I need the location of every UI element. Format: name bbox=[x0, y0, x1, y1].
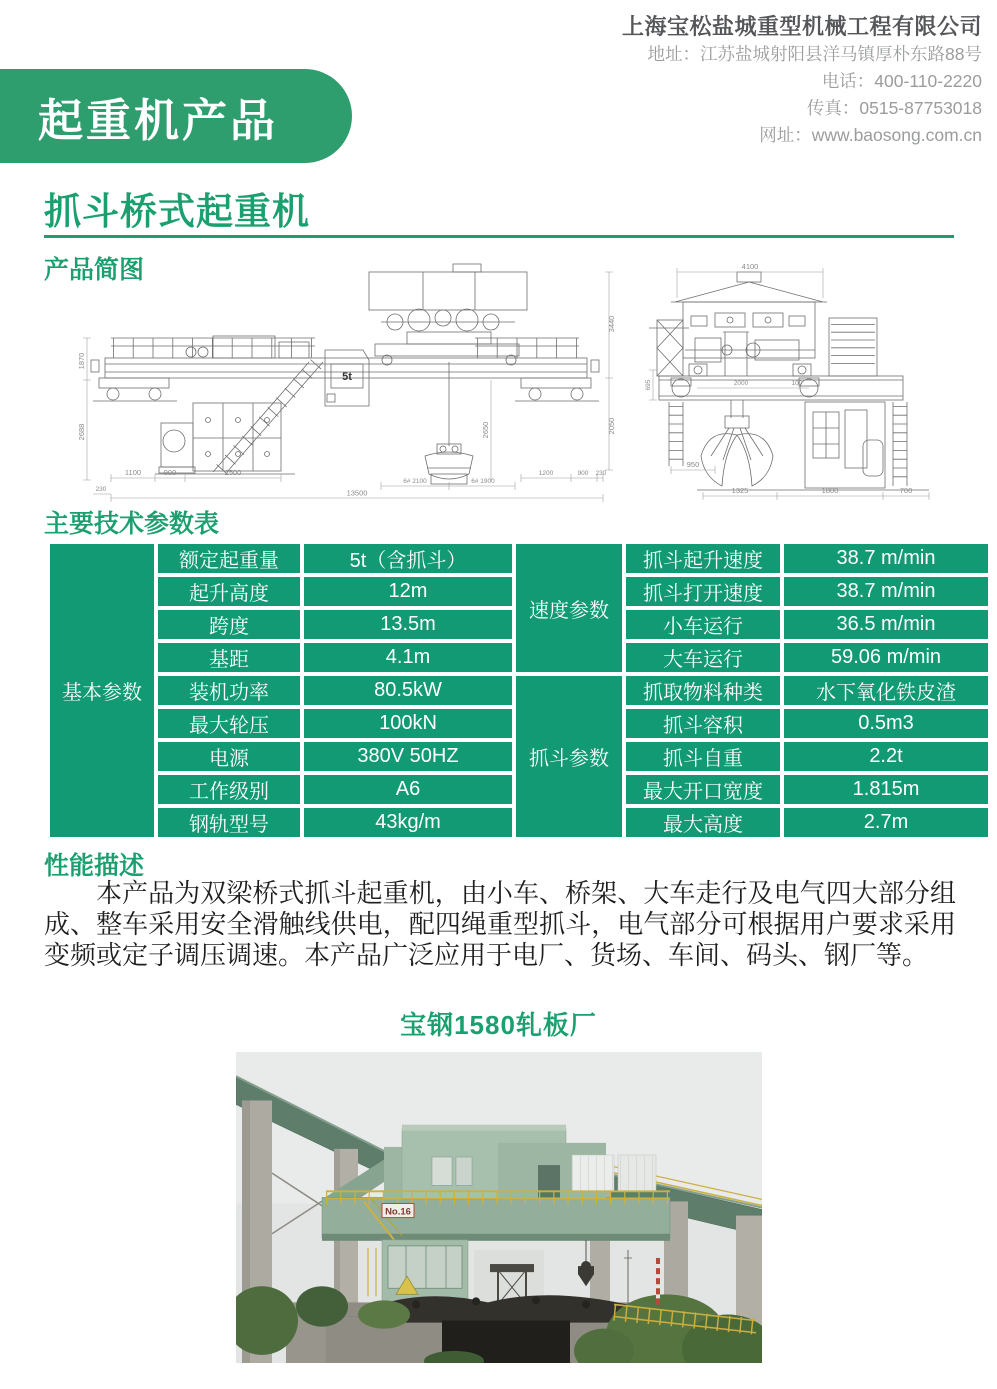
param-value: 2.7m bbox=[784, 808, 988, 837]
company-website: 网址：www.baosong.com.cn bbox=[759, 125, 982, 145]
dim-label: 2688 bbox=[77, 423, 86, 441]
trolley-group bbox=[369, 264, 527, 365]
param-label: 额定起重量 bbox=[158, 544, 300, 573]
param-label: 电源 bbox=[158, 742, 300, 771]
param-label: 最大轮压 bbox=[158, 709, 300, 738]
dim-label: 6# 1900 bbox=[471, 478, 495, 485]
param-label: 抓取物料种类 bbox=[626, 676, 780, 705]
dim-label: 2650 bbox=[481, 421, 490, 439]
param-value: 5t（含抓斗） bbox=[304, 544, 512, 573]
param-label: 抓斗容积 bbox=[626, 709, 780, 738]
dim-label: 230 bbox=[95, 486, 107, 493]
dim-label: 1800 bbox=[821, 486, 839, 495]
photo-caption: 宝钢1580轧板厂 bbox=[400, 1010, 597, 1040]
param-value: 0.5m3 bbox=[784, 709, 988, 738]
end-view-dimensions bbox=[645, 262, 929, 500]
param-label: 起升高度 bbox=[158, 577, 300, 606]
page-title: 抓斗桥式起重机 bbox=[44, 191, 310, 232]
dim-label: 1200 bbox=[538, 470, 554, 477]
param-value: 43kg/m bbox=[304, 808, 512, 837]
group-speed-cell: 速度参数 bbox=[516, 544, 622, 672]
company-fax: 传真：0515-87753018 bbox=[806, 98, 982, 118]
param-value: 12m bbox=[304, 577, 512, 606]
param-value: 380V 50HZ bbox=[304, 742, 512, 771]
dim-label: 13500 bbox=[346, 488, 368, 498]
company-info bbox=[622, 10, 982, 149]
category-banner bbox=[0, 69, 352, 163]
end-view-drawing bbox=[637, 258, 987, 506]
param-value: 38.7 m/min bbox=[784, 544, 988, 573]
param-label: 最大高度 bbox=[626, 808, 780, 837]
section-params-heading: 主要技术参数表 bbox=[44, 510, 220, 538]
grab-open-icon bbox=[701, 400, 773, 486]
dim-label: 3440 bbox=[607, 315, 616, 333]
front-view-dimensions bbox=[77, 272, 616, 502]
grab-closed-icon bbox=[425, 362, 473, 484]
title-divider bbox=[44, 235, 954, 238]
dim-label: 950 bbox=[686, 460, 700, 469]
param-label: 跨度 bbox=[158, 610, 300, 639]
group-basic-cell: 基本参数 bbox=[50, 544, 154, 837]
param-label: 工作级别 bbox=[158, 775, 300, 804]
param-value: 38.7 m/min bbox=[784, 577, 988, 606]
company-address: 地址：江苏盐城射阳县洋马镇厚朴东路88号 bbox=[647, 44, 982, 64]
dim-label: 1870 bbox=[77, 352, 86, 370]
company-phone: 电话：400-110-2220 bbox=[821, 71, 982, 91]
param-value: 59.06 m/min bbox=[784, 643, 988, 672]
param-value: A6 bbox=[304, 775, 512, 804]
section-performance-heading: 性能描述 bbox=[44, 852, 145, 880]
dim-label: 100 bbox=[791, 380, 803, 387]
dim-label: 2000 bbox=[733, 380, 749, 387]
end-view-structure bbox=[649, 272, 929, 490]
param-label: 抓斗自重 bbox=[626, 742, 780, 771]
dim-label: 695 bbox=[645, 379, 652, 391]
param-label: 钢轨型号 bbox=[158, 808, 300, 837]
param-value: 13.5m bbox=[304, 610, 512, 639]
param-value: 36.5 m/min bbox=[784, 610, 988, 639]
dim-label: 900 bbox=[577, 470, 589, 477]
param-label: 抓斗起升速度 bbox=[626, 544, 780, 573]
crane-number-sign bbox=[382, 1203, 414, 1217]
electrical-room bbox=[805, 402, 885, 488]
table-row bbox=[50, 544, 988, 573]
param-label: 小车运行 bbox=[626, 610, 780, 639]
table-row bbox=[50, 676, 988, 705]
dim-label: 230 bbox=[595, 470, 607, 477]
dim-label: 1325 bbox=[731, 486, 749, 495]
dim-label: 2050 bbox=[607, 417, 616, 435]
param-label: 装机功率 bbox=[158, 676, 300, 705]
param-value: 100kN bbox=[304, 709, 512, 738]
param-value: 水下氧化铁皮渣 bbox=[784, 676, 988, 705]
crane-capacity-label: 5t bbox=[342, 371, 352, 383]
ground-equipment-room bbox=[155, 362, 323, 474]
dim-label: 700 bbox=[899, 486, 913, 495]
front-view-drawing bbox=[63, 258, 628, 506]
param-label: 基距 bbox=[158, 643, 300, 672]
site-photo bbox=[236, 1052, 762, 1363]
section-diagram-heading: 产品简图 bbox=[44, 256, 145, 284]
crane-number-text: No.16 bbox=[385, 1206, 411, 1218]
dim-label: 4100 bbox=[741, 262, 759, 271]
param-label: 抓斗打开速度 bbox=[626, 577, 780, 606]
dim-label: 2500 bbox=[224, 468, 242, 477]
param-value: 2.2t bbox=[784, 742, 988, 771]
param-value: 1.815m bbox=[784, 775, 988, 804]
group-grab-cell: 抓斗参数 bbox=[516, 676, 622, 837]
performance-description: 本产品为双梁桥式抓斗起重机，由小车、桥架、大车走行及电气四大部分组成、整车采用安全滑触线供电，配四绳重型抓斗，电气部分可根据用户要求采用变频或定子调压调速。本产品广泛应用于电厂、货场、车间、码头、钢厂等。 bbox=[44, 878, 956, 970]
param-value: 4.1m bbox=[304, 643, 512, 672]
parameters-table bbox=[46, 540, 992, 841]
technical-drawings bbox=[55, 258, 990, 508]
dim-label: 900 bbox=[163, 468, 177, 477]
param-label: 最大开口宽度 bbox=[626, 775, 780, 804]
category-banner-label: 起重机产品 bbox=[38, 94, 279, 146]
dim-label: 6# 2100 bbox=[403, 478, 427, 485]
param-label: 大车运行 bbox=[626, 643, 780, 672]
company-name: 上海宝松盐城重型机械工程有限公司 bbox=[621, 14, 982, 39]
dim-label: 1100 bbox=[124, 468, 142, 477]
param-value: 80.5kW bbox=[304, 676, 512, 705]
